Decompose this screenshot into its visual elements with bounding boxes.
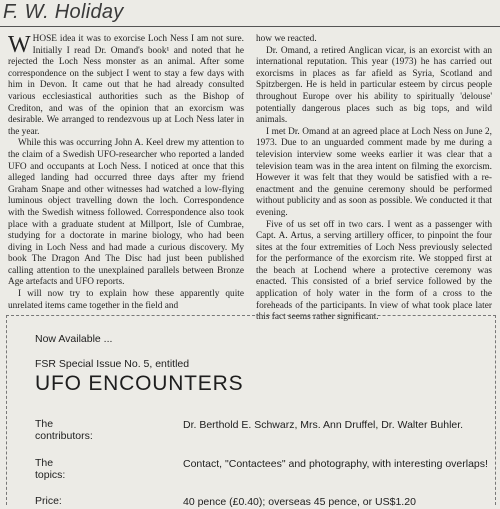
article-paragraph: While this was occurring John A. Keel drew my attention to the claim of a Swedish UFO-researcher who reported a landed UFO and occupants at Loch Ness. I noticed at once that this alleged landing had occurred three days after my friend Graham Snape and other witnesses had watched a low-flying luminous object travelling down the loch. Correspondence with the Swedish witness followed. Correspondence also took place with a graduate student at Millport, Isle of Cumbrae, studying for a doctorate in marine biology, who had been diving in Loch Ness and had made a curious discovery. My book The Dragon And The Disc had just been published calling attention to the unexplained parallels between Bronze Age artefacts and UFO reports. — [8, 138, 244, 288]
author-name: F. W. Holiday — [3, 1, 124, 23]
ad-title: UFO ENCOUNTERS — [35, 372, 244, 395]
price-label: Price: — [35, 495, 62, 507]
article-paragraph: how we reacted. — [256, 34, 317, 44]
ad-now-available: Now Available ... — [35, 333, 113, 345]
article-paragraph: I will now try to explain how these apparently quite unrelated items came together in the field and — [8, 289, 244, 311]
paragraph-text: HOSE idea it was to exorcise Loch Ness I am not sure. Initially I read Dr. Omand's book¹ and noted that he rejected the Loch Ness monster as an animal. After some correspondence on the subject I went to stay a few days with him in Devon. It came out that he had already consulted various ecclesiastical authorities such as the Bishop of Crediton, and was of the opinion that an exorcism was desirable. We arranged to rendezvous up at Loch Ness later in the year. — [8, 34, 244, 137]
article-column-right — [256, 34, 492, 324]
page-header — [0, 0, 500, 27]
article-column-left — [8, 34, 244, 312]
article-paragraph: Five of us set off in two cars. I went as a passenger with Capt. A. Artus, a serving artillery officer, to pinpoint the four sites at the four extremities of Loch Ness previously selected for the performance of the exorcism rite. We stopped first at the beach at Lochend where a protective ceremony was enacted. This consisted of a brief service followed by the application of holy water in the form of a cross to the foreheads of the participants. In view of what took place later this fact seems rather significant. — [256, 219, 492, 323]
topics-value: Contact, "Contactees" and photography, with interesting overlaps! — [183, 458, 488, 470]
advertisement-box — [6, 315, 496, 508]
article-paragraph — [8, 34, 244, 138]
article-paragraph: Dr. Omand, a retired Anglican vicar, is an exorcist with an international reputation. This year (1973) he has carried out exorcisms in places as far afield as Syria, Scotland and Spitzbergen. He is held in particular esteem by circus people throughout Europe over his ability to spiritually 'delouse' potentially dangerous places such as big tops, and wild animals. — [256, 45, 492, 126]
article-paragraph: I met Dr. Omand at an agreed place at Loch Ness on June 2, 1973. Due to an unguarded comment made by me during a television interview some weeks earlier it was clear that a television team was in the area intent on filming the exorcism. However it was felt that they would be satisfied with a re-enactment and the genuine ceremony should be performed without publicity and as soon as possible. We conducted it that evening. — [256, 126, 492, 218]
contributors-value: Dr. Berthold E. Schwarz, Mrs. Ann Druffel, Dr. Walter Buhler. — [183, 419, 464, 431]
contributors-label: The contributors: — [35, 418, 93, 442]
ad-issue-line: FSR Special Issue No. 5, entitled — [35, 358, 190, 370]
drop-cap: W — [8, 32, 31, 58]
price-value: 40 pence (£0.40); overseas 45 pence, or US$1.20 — [183, 496, 416, 508]
topics-label: The topics: — [35, 457, 66, 481]
